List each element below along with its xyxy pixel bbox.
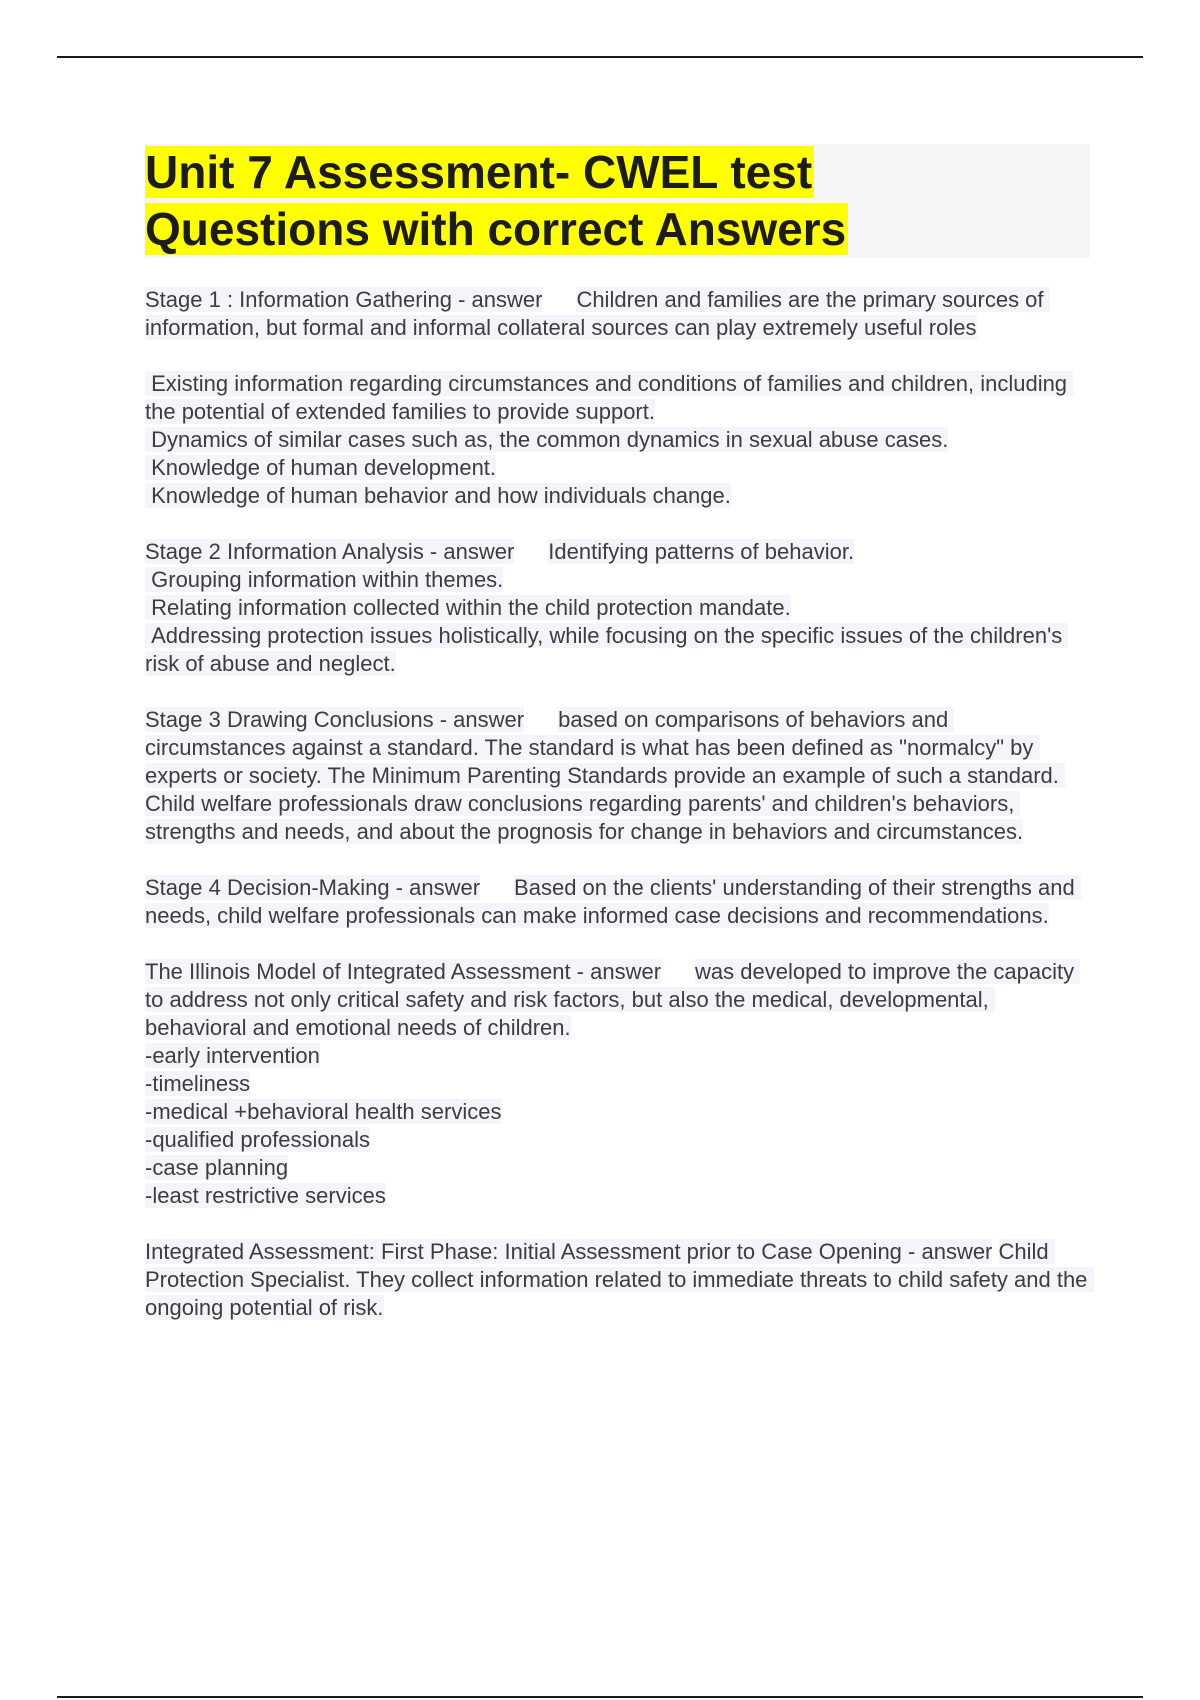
question: Stage 1 : Information Gathering - answer [145,287,543,312]
answer: based on comparisons of behaviors and circumstances against a standard. The standard is what has been defined as "normalcy" by experts or society. The Minimum Parenting Standards provide an example of such a standard. Child welfare professionals draw conclusions regarding parents' and children's behaviors, strengths and needs, and about the prognosis for change in behaviors and circumstances. [145,707,1066,844]
top-rule [57,56,1143,58]
list-item: -qualified professionals [145,1127,371,1152]
qa-item-stage-1 [145,286,1090,342]
detail-line: Existing information regarding circumstances and conditions of families and children, including the potential of extended families to provide support. [145,371,1074,424]
qa-item-stage-4 [145,874,1090,930]
qa-item-stage-1-details [145,370,1090,510]
detail-line: Addressing protection issues holistically, while focusing on the specific issues of the children's risk of abuse and neglect. [145,623,1069,676]
qa-item-first-phase [145,1238,1094,1322]
detail-line: Knowledge of human behavior and how individuals change. [145,483,731,508]
question: Stage 2 Information Analysis - answer [145,539,515,564]
question: Integrated Assessment: First Phase: Initial Assessment prior to Case Opening - answer [145,1239,993,1264]
qa-item-stage-2 [145,538,1090,678]
title-line-1: Unit 7 Assessment- CWEL test [145,146,813,198]
question: Stage 4 Decision-Making - answer [145,875,481,900]
title-line-2: Questions with correct Answers [145,203,847,255]
detail-line: Knowledge of human development. [145,455,497,480]
answer: Identifying patterns of behavior. [548,539,855,564]
list-item: -least restrictive services [145,1183,386,1208]
list-item: -early intervention [145,1043,320,1068]
document-body [145,144,1094,1350]
list-item: -medical +behavioral health services [145,1099,502,1124]
page-title [145,144,1090,258]
answer: Children and families are the primary sources of information, but formal and informal collateral sources can play extremely useful roles [145,287,1050,340]
detail-line: Relating information collected within the child protection mandate. [145,595,791,620]
detail-line: Grouping information within themes. [145,567,504,592]
answer: Child Protection Specialist. They collect information related to immediate threats to child safety and the ongoing potential of risk. [145,1239,1094,1320]
list-item: -case planning [145,1155,289,1180]
detail-line: Dynamics of similar cases such as, the common dynamics in sexual abuse cases. [145,427,949,452]
qa-item-stage-3 [145,706,1090,846]
title-block [145,144,1090,258]
bottom-rule [57,1696,1143,1698]
answer: Based on the clients' understanding of their strengths and needs, child welfare professionals can make informed case decisions and recommendations. [145,875,1081,928]
list-item: -timeliness [145,1071,251,1096]
qa-item-illinois-model [145,958,1090,1210]
answer: was developed to improve the capacity to address not only critical safety and risk factors, but also the medical, developmental, behavioral and emotional needs of children. [145,959,1081,1040]
question: The Illinois Model of Integrated Assessment - answer [145,959,662,984]
question: Stage 3 Drawing Conclusions - answer [145,707,525,732]
